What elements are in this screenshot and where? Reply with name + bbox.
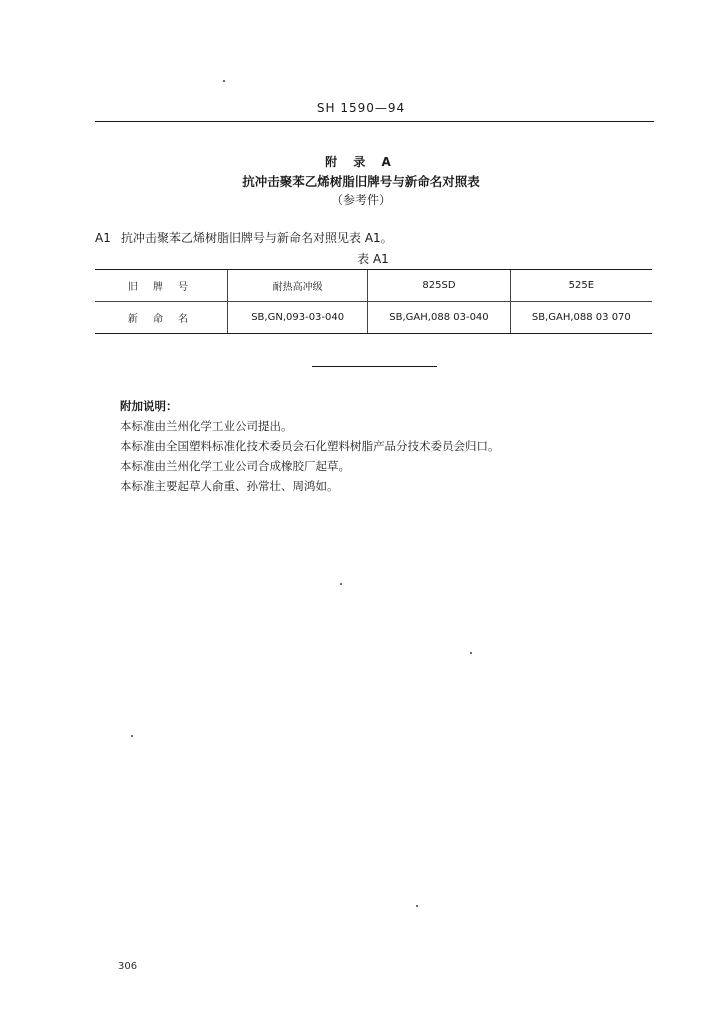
table-cell: SB,GN,093-03-040 <box>228 302 368 334</box>
row-label-old-grade: 旧 牌 号 <box>95 270 228 302</box>
clause-number: A1 <box>95 231 111 245</box>
clause-text: 抗冲击聚苯乙烯树脂旧牌号与新命名对照见表 A1。 <box>121 231 393 245</box>
scan-speck <box>340 583 342 585</box>
table-cell: 耐热高冲级 <box>228 270 368 302</box>
clause-a1 <box>95 229 393 246</box>
table-cell: SB,GAH,088 03 070 <box>510 302 652 334</box>
table-row <box>95 302 652 334</box>
appendix-note: （参考件） <box>330 193 391 207</box>
notes-line: 本标准由兰州化学工业公司合成橡胶厂起草。 <box>120 459 350 473</box>
header-rule <box>95 121 654 122</box>
comparison-table <box>95 269 652 334</box>
page-number: 306 <box>118 961 138 972</box>
notes-line: 本标准由兰州化学工业公司提出。 <box>120 419 293 433</box>
scan-speck <box>223 80 225 82</box>
additional-notes <box>120 396 500 496</box>
standard-code: SH 1590—94 <box>316 101 406 115</box>
table-cell: 525E <box>510 270 652 302</box>
table-cell: SB,GAH,088 03-040 <box>368 302 510 334</box>
notes-heading: 附加说明： <box>120 399 178 413</box>
table-caption: 表 A1 <box>357 252 389 266</box>
appendix-title: 附 录 A <box>325 155 397 169</box>
scan-speck <box>470 652 472 654</box>
scan-speck <box>131 735 133 737</box>
notes-line: 本标准主要起草人俞重、孙常壮、周鸿如。 <box>120 479 339 493</box>
end-rule <box>312 366 437 367</box>
scan-speck <box>416 905 418 907</box>
notes-line: 本标准由全国塑料标准化技术委员会石化塑料树脂产品分技术委员会归口。 <box>120 439 500 453</box>
table-row <box>95 270 652 302</box>
row-label-new-name: 新 命 名 <box>95 302 228 334</box>
appendix-subtitle: 抗冲击聚苯乙烯树脂旧牌号与新命名对照表 <box>242 174 480 189</box>
table-cell: 825SD <box>368 270 510 302</box>
